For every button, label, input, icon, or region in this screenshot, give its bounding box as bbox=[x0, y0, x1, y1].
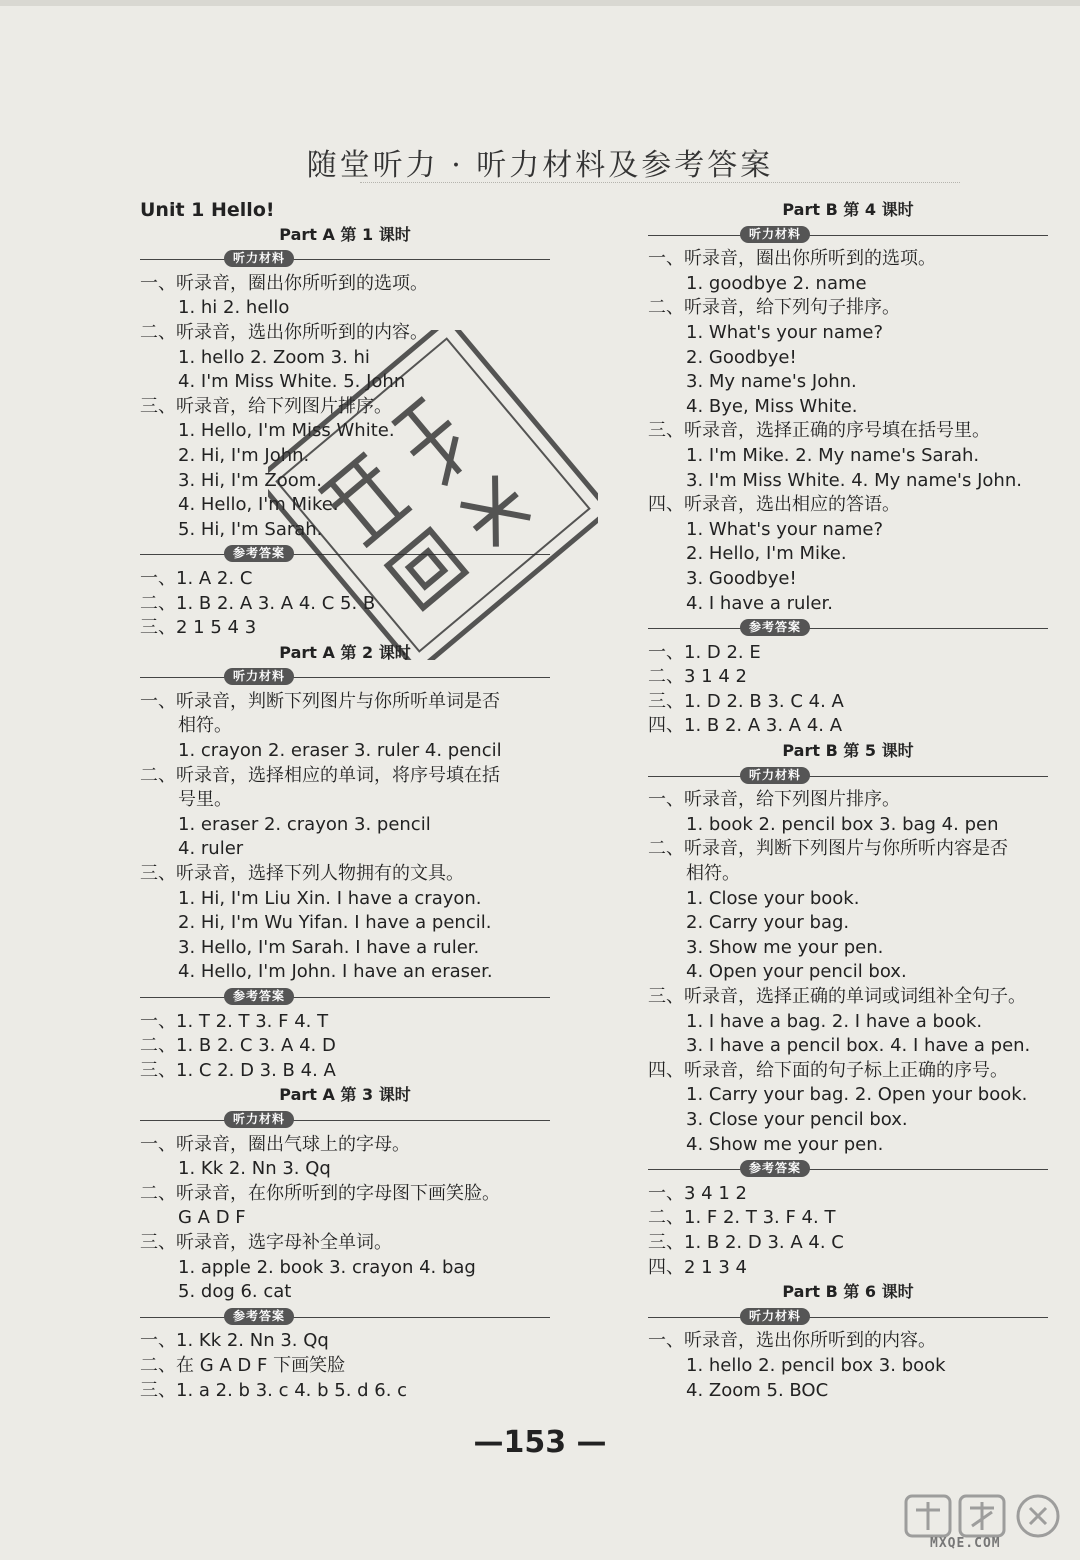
exercise-line: 四、1. B 2. A 3. A 4. A bbox=[648, 715, 843, 737]
page-number: —153 — bbox=[473, 1425, 607, 1460]
section-label-tag: 参考答案 bbox=[740, 619, 810, 636]
answer-line: 1. hi 2. hello bbox=[178, 297, 290, 319]
section-label-divider bbox=[140, 985, 550, 1010]
answer-line: 4. I have a ruler. bbox=[686, 592, 833, 614]
answer-line: 5. Hi, I'm Sarah. bbox=[178, 518, 323, 540]
exercise-line: 一、1. D 2. E bbox=[648, 641, 761, 663]
answer-line: 4. ruler bbox=[178, 838, 244, 860]
exercise-line: 三、2 1 5 4 3 bbox=[140, 617, 257, 639]
answer-line: 4. Zoom 5. BOC bbox=[686, 1379, 829, 1401]
answer-line: 4. I'm Miss White. 5. John bbox=[178, 371, 406, 393]
answer-line: 3. I'm Miss White. 4. My name's John. bbox=[686, 469, 1022, 491]
section-label-tag: 听力材料 bbox=[740, 767, 810, 784]
exercise-line: 二、听录音，在你所听到的字母图下画笑脸。 bbox=[140, 1182, 500, 1204]
exercise-line: 一、听录音，圈出你所听到的选项。 bbox=[140, 272, 428, 294]
answer-line: 相符。 bbox=[686, 863, 740, 885]
answer-line: 2. Goodbye! bbox=[686, 346, 797, 368]
answer-line: 1. Kk 2. Nn 3. Qq bbox=[178, 1158, 331, 1180]
exercise-line: 二、听录音，判断下列图片与你所听内容是否 bbox=[648, 838, 1008, 860]
exercise-line: 一、3 4 1 2 bbox=[648, 1182, 747, 1204]
divider-rule bbox=[140, 554, 550, 555]
lesson-heading: Part B 第 6 课时 bbox=[782, 1282, 914, 1302]
exercise-line: 三、听录音，选择正确的单词或词组补全句子。 bbox=[648, 986, 1026, 1007]
answer-line: 3. Goodbye! bbox=[686, 567, 797, 589]
exercise-line: 二、听录音，选择相应的单词，将序号填在括 bbox=[140, 764, 500, 786]
divider-rule bbox=[140, 677, 550, 678]
divider-rule bbox=[140, 1120, 550, 1121]
divider-rule bbox=[648, 1317, 1048, 1318]
exercise-line: 三、听录音，选择正确的序号填在括号里。 bbox=[648, 420, 990, 442]
right-column bbox=[648, 198, 1048, 1403]
exercise-line: 三、1. B 2. D 3. A 4. C bbox=[648, 1231, 844, 1253]
answer-line: 1. What's your name? bbox=[686, 321, 884, 343]
exercise-line: 一、听录音，圈出气球上的字母。 bbox=[140, 1133, 410, 1155]
answer-line: 3. Hello, I'm Sarah. I have a ruler. bbox=[178, 936, 480, 958]
lesson-heading: Part A 第 3 课时 bbox=[279, 1085, 411, 1105]
exercise-line: 三、1. D 2. B 3. C 4. A bbox=[648, 690, 844, 712]
answer-line: 3. Show me your pen. bbox=[686, 936, 884, 958]
exercise-line: 三、1. a 2. b 3. c 4. b 5. d 6. c bbox=[140, 1379, 408, 1401]
answer-line: 1. hello 2. Zoom 3. hi bbox=[178, 346, 370, 368]
answer-line: 2. Hi, I'm Wu Yifan. I have a pencil. bbox=[178, 912, 492, 934]
exercise-line: 一、1. T 2. T 3. F 4. T bbox=[140, 1010, 329, 1032]
answer-line: 2. Carry your bag. bbox=[686, 912, 850, 934]
section-label-tag: 听力材料 bbox=[224, 250, 294, 267]
section-label-tag: 参考答案 bbox=[224, 988, 294, 1005]
section-label-tag: 听力材料 bbox=[740, 1308, 810, 1325]
answer-line: 1. Close your book. bbox=[686, 887, 860, 909]
divider-rule bbox=[648, 628, 1048, 629]
exercise-line: 二、听录音，给下列句子排序。 bbox=[648, 297, 900, 319]
divider-rule bbox=[648, 776, 1048, 777]
section-label-divider bbox=[648, 1305, 1048, 1330]
answer-line: 1. book 2. pencil box 3. bag 4. pen bbox=[686, 813, 999, 835]
exercise-line: 二、1. B 2. C 3. A 4. D bbox=[140, 1035, 336, 1057]
answer-line: 4. Hello, I'm John. I have an eraser. bbox=[178, 961, 493, 983]
exercise-line: 四、2 1 3 4 bbox=[648, 1256, 747, 1278]
answer-line: 2. Hi, I'm John. bbox=[178, 444, 310, 466]
section-label-divider bbox=[648, 616, 1048, 641]
divider-rule bbox=[140, 997, 550, 998]
answer-line: 1. Hello, I'm Miss White. bbox=[178, 420, 395, 442]
exercise-line: 三、听录音，选择下列人物拥有的文具。 bbox=[140, 863, 464, 885]
answer-line: 3. I have a pencil box. 4. I have a pen. bbox=[686, 1035, 1031, 1057]
section-label-tag: 听力材料 bbox=[224, 668, 294, 685]
page-top-edge bbox=[0, 0, 1080, 6]
section-label-tag: 听力材料 bbox=[224, 1111, 294, 1128]
divider-rule bbox=[140, 259, 550, 260]
answer-line: 1. eraser 2. crayon 3. pencil bbox=[178, 813, 431, 835]
answer-line: 1. crayon 2. eraser 3. ruler 4. pencil bbox=[178, 740, 502, 762]
section-label-tag: 参考答案 bbox=[224, 1308, 294, 1325]
answer-line: 5. dog 6. cat bbox=[178, 1281, 292, 1303]
section-label-tag: 参考答案 bbox=[740, 1160, 810, 1177]
exercise-line: 二、听录音，选出你所听到的内容。 bbox=[140, 321, 428, 343]
exercise-line: 四、听录音，给下面的句子标上正确的序号。 bbox=[648, 1059, 1008, 1081]
exercise-line: 二、1. B 2. A 3. A 4. C 5. B bbox=[140, 592, 376, 614]
section-label-divider bbox=[140, 247, 550, 272]
section-label-divider bbox=[648, 764, 1048, 789]
answer-line: 相符。 bbox=[178, 715, 232, 737]
answer-line: 1. Carry your bag. 2. Open your book. bbox=[686, 1084, 1028, 1106]
unit-title: Unit 1 Hello! bbox=[140, 199, 275, 221]
exercise-line: 一、1. A 2. C bbox=[140, 567, 253, 589]
answer-line: 1. hello 2. pencil box 3. book bbox=[686, 1354, 946, 1376]
section-label-divider bbox=[140, 542, 550, 567]
divider-rule bbox=[648, 1169, 1048, 1170]
exercise-line: 三、听录音，选字母补全单词。 bbox=[140, 1231, 392, 1253]
section-label-divider bbox=[648, 223, 1048, 248]
exercise-line: 一、听录音，给下列图片排序。 bbox=[648, 789, 900, 811]
watermark-text: MXQE.COM bbox=[930, 1536, 1001, 1551]
exercise-line: 二、在 G A D F 下画笑脸 bbox=[140, 1354, 346, 1376]
answer-line: 3. Hi, I'm Zoom. bbox=[178, 469, 322, 491]
lesson-heading: Part B 第 5 课时 bbox=[782, 741, 914, 761]
section-label-divider bbox=[648, 1157, 1048, 1182]
section-label-divider bbox=[140, 665, 550, 690]
exercise-line: 四、听录音，选出相应的答语。 bbox=[648, 494, 900, 516]
answer-line: 4. Hello, I'm Mike. bbox=[178, 494, 339, 516]
divider-rule bbox=[140, 1317, 550, 1318]
exercise-line: 一、听录音，判断下列图片与你所听单词是否 bbox=[140, 690, 500, 712]
section-label-divider bbox=[140, 1108, 550, 1133]
exercise-line: 一、1. Kk 2. Nn 3. Qq bbox=[140, 1330, 329, 1352]
answer-line: 号里。 bbox=[178, 789, 232, 811]
exercise-line: 二、1. F 2. T 3. F 4. T bbox=[648, 1207, 836, 1229]
answer-line: 1. Hi, I'm Liu Xin. I have a crayon. bbox=[178, 887, 482, 909]
answer-line: 4. Show me your pen. bbox=[686, 1133, 884, 1155]
title-dotted-rule bbox=[360, 182, 960, 183]
section-label-divider bbox=[140, 1305, 550, 1330]
answer-line: 1. goodbye 2. name bbox=[686, 272, 867, 294]
section-label-tag: 参考答案 bbox=[224, 545, 294, 562]
answer-line: 3. My name's John. bbox=[686, 371, 857, 393]
lesson-heading: Part B 第 4 课时 bbox=[782, 200, 914, 219]
answer-line: 2. Hello, I'm Mike. bbox=[686, 543, 847, 565]
answer-line: 1. I have a bag. 2. I have a book. bbox=[686, 1010, 983, 1032]
exercise-line: 二、3 1 4 2 bbox=[648, 666, 747, 688]
left-column bbox=[140, 198, 550, 1403]
exercise-line: 三、1. C 2. D 3. B 4. A bbox=[140, 1059, 336, 1081]
answer-line: 1. What's your name? bbox=[686, 518, 884, 540]
answer-line: G A D F bbox=[178, 1207, 246, 1229]
section-label-tag: 听力材料 bbox=[740, 226, 810, 243]
lesson-heading: Part A 第 2 课时 bbox=[279, 642, 411, 662]
answer-line: 1. I'm Mike. 2. My name's Sarah. bbox=[686, 444, 980, 466]
divider-rule bbox=[648, 235, 1048, 236]
exercise-line: 三、听录音，给下列图片排序。 bbox=[140, 395, 392, 417]
answer-line: 3. Close your pencil box. bbox=[686, 1108, 908, 1130]
exercise-line: 一、听录音，选出你所听到的内容。 bbox=[648, 1330, 936, 1352]
lesson-heading: Part A 第 1 课时 bbox=[279, 224, 411, 244]
answer-line: 1. apple 2. book 3. crayon 4. bag bbox=[178, 1256, 476, 1278]
answer-line: 4. Bye, Miss White. bbox=[686, 395, 858, 417]
answer-line: 4. Open your pencil box. bbox=[686, 961, 907, 983]
exercise-line: 一、听录音，圈出你所听到的选项。 bbox=[648, 248, 936, 270]
page-title: 随堂听力 · 听力材料及参考答案 bbox=[306, 148, 774, 183]
